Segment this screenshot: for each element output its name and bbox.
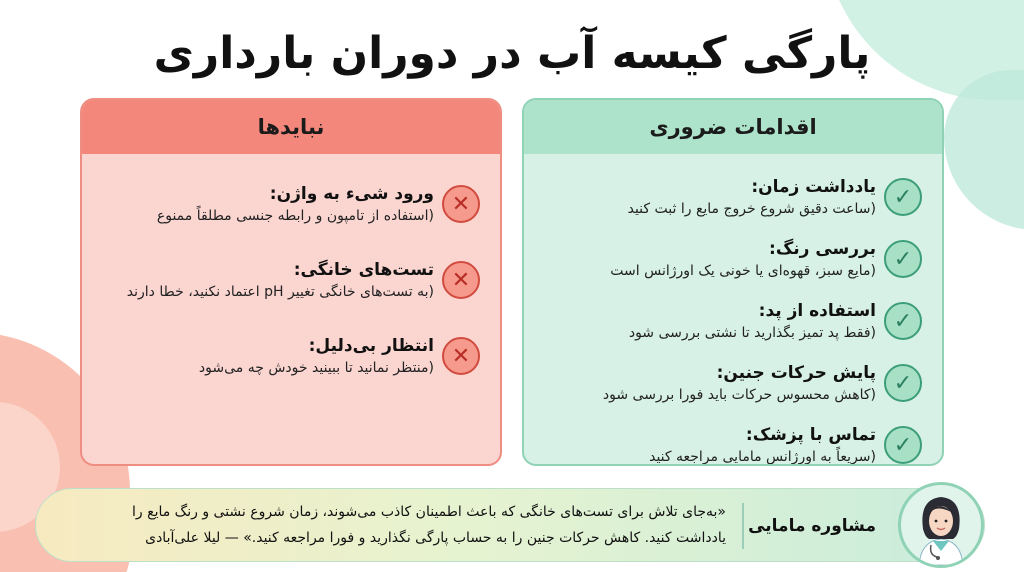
page-title: پارگی کیسه آب در دوران بارداری [153, 28, 871, 79]
x-circle-icon: ✕ [442, 261, 480, 299]
list-item [544, 352, 922, 414]
item-title: انتظار بی‌دلیل: [308, 336, 434, 356]
item-description: (به تست‌های خانگی تغییر pH اعتماد نکنید، خطا دارند [126, 284, 434, 300]
quote-line-1: «به‌جای تلاش برای تست‌های خانگی که باعث اطمینان کاذب می‌شوند، زمان شروع نشتی و رنگ مایع را [132, 504, 726, 520]
list-item [102, 318, 480, 394]
item-description: (سریعاً به اورژانس مامایی مراجعه کنید [649, 449, 876, 465]
divider [742, 503, 744, 549]
essential-actions-header: اقدامات ضروری [524, 100, 942, 154]
item-title: بررسی رنگ: [769, 239, 876, 259]
item-description: (استفاده از تامپون و رابطه جنسی مطلقاً ممنوع [156, 208, 434, 224]
list-item [544, 228, 922, 290]
check-circle-icon: ✓ [884, 178, 922, 216]
quote-line-2: یادداشت کنید. کاهش حرکات جنین را به حساب پارگی نگذارید و فورا مراجعه کنید.» — لیلا علی‌آبادی [145, 530, 726, 546]
list-item [544, 414, 922, 466]
item-title: تست‌های خانگی: [293, 260, 434, 280]
check-circle-icon: ✓ [884, 240, 922, 278]
list-item [102, 166, 480, 242]
donts-header: نبایدها [82, 100, 500, 154]
item-description: (ساعت دقیق شروع خروج مایع را ثبت کنید [627, 201, 876, 217]
item-description: (مایع سبز، قهوه‌ای یا خونی یک اورژانس است [610, 263, 876, 279]
donts-panel [80, 98, 502, 466]
check-circle-icon: ✓ [884, 364, 922, 402]
midwife-avatar-icon [898, 482, 984, 568]
advice-label: مشاوره مامایی [748, 516, 876, 536]
check-circle-icon: ✓ [884, 302, 922, 340]
list-item [544, 166, 922, 228]
item-title: پایش حرکات جنین: [716, 363, 876, 383]
item-description: (منتظر نمانید تا ببینید خودش چه می‌شود [198, 360, 434, 376]
item-title: ورود شیء به واژن: [269, 184, 434, 204]
item-title: تماس با پزشک: [745, 425, 876, 445]
list-item [102, 242, 480, 318]
item-description: (کاهش محسوس حرکات باید فورا بررسی شود [602, 387, 876, 403]
advice-quote [76, 499, 726, 551]
essential-actions-panel [522, 98, 944, 466]
x-circle-icon: ✕ [442, 185, 480, 223]
item-title: استفاده از پد: [758, 301, 876, 321]
midwife-advice-bar [35, 488, 985, 562]
item-description: (فقط پد تمیز بگذارید تا نشتی بررسی شود [628, 325, 876, 341]
x-circle-icon: ✕ [442, 337, 480, 375]
item-title: یادداشت زمان: [751, 177, 876, 197]
list-item [544, 290, 922, 352]
check-circle-icon: ✓ [884, 426, 922, 464]
midwife-avatar-graphic [901, 485, 981, 565]
